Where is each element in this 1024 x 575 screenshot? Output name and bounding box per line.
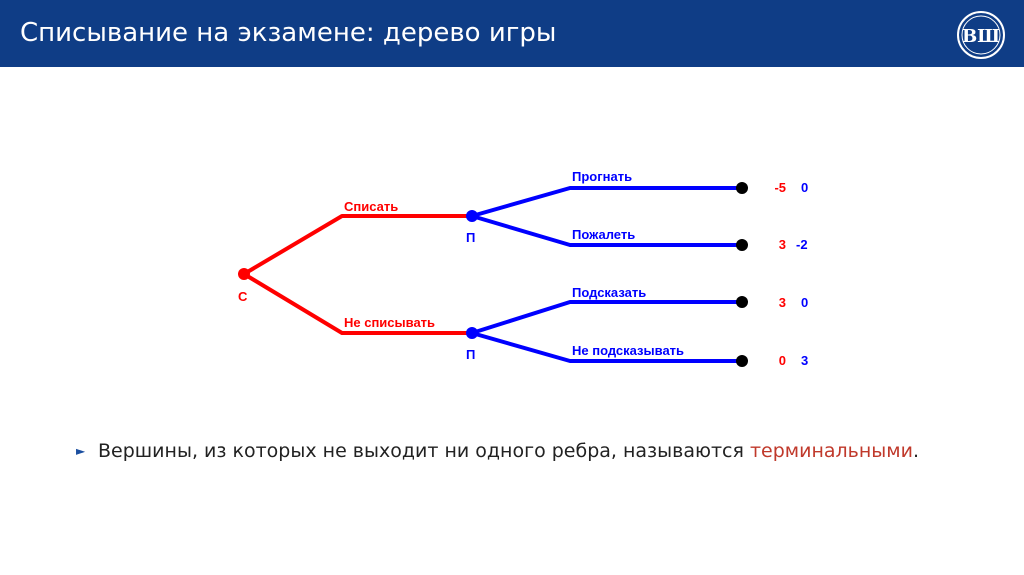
proctor-node-no-cheat	[466, 327, 478, 339]
proctor-label: П	[466, 347, 476, 362]
move-label-hint: Подсказать	[572, 285, 647, 300]
payoff-proctor: -2	[796, 237, 808, 252]
payoff-student: 0	[778, 353, 786, 368]
edge-hint	[472, 302, 742, 333]
game-tree	[0, 67, 1024, 427]
hse-logo	[956, 10, 1006, 60]
payoff-proctor: 0	[801, 295, 809, 310]
root-label: С	[238, 289, 248, 304]
bullet-end: .	[912, 440, 920, 462]
move-label-cheat: Списать	[344, 199, 399, 214]
move-label-expel: Прогнать	[572, 169, 633, 184]
payoff-student: -5	[774, 180, 786, 195]
logo-letters: ВШ	[961, 26, 1001, 47]
root-node	[238, 268, 250, 280]
payoff-proctor: 3	[801, 353, 809, 368]
payoff-student: 3	[778, 237, 786, 252]
proctor-node-cheat	[466, 210, 478, 222]
bullet-text: Вершины, из которых не выходит ни одного ребра, называются	[98, 440, 750, 462]
header-bar	[0, 0, 1024, 67]
payoff-proctor: 0	[801, 180, 809, 195]
edge-cheat	[244, 216, 472, 274]
move-label-no-cheat: Не списывать	[344, 315, 436, 330]
page-title: Списывание на экзамене: дерево игры	[20, 18, 557, 48]
payoff-student: 3	[778, 295, 786, 310]
bullet-highlight: терминальными	[749, 440, 913, 462]
terminal-node	[736, 239, 748, 251]
terminal-node	[736, 296, 748, 308]
triangle-bullet-icon: ►	[76, 444, 86, 458]
move-label-pity: Пожалеть	[572, 227, 636, 242]
bullet-point	[76, 440, 919, 462]
terminal-node	[736, 355, 748, 367]
edge-expel	[472, 188, 742, 216]
terminal-node	[736, 182, 748, 194]
move-label-no-hint: Не подсказывать	[572, 343, 685, 358]
proctor-label: П	[466, 230, 476, 245]
